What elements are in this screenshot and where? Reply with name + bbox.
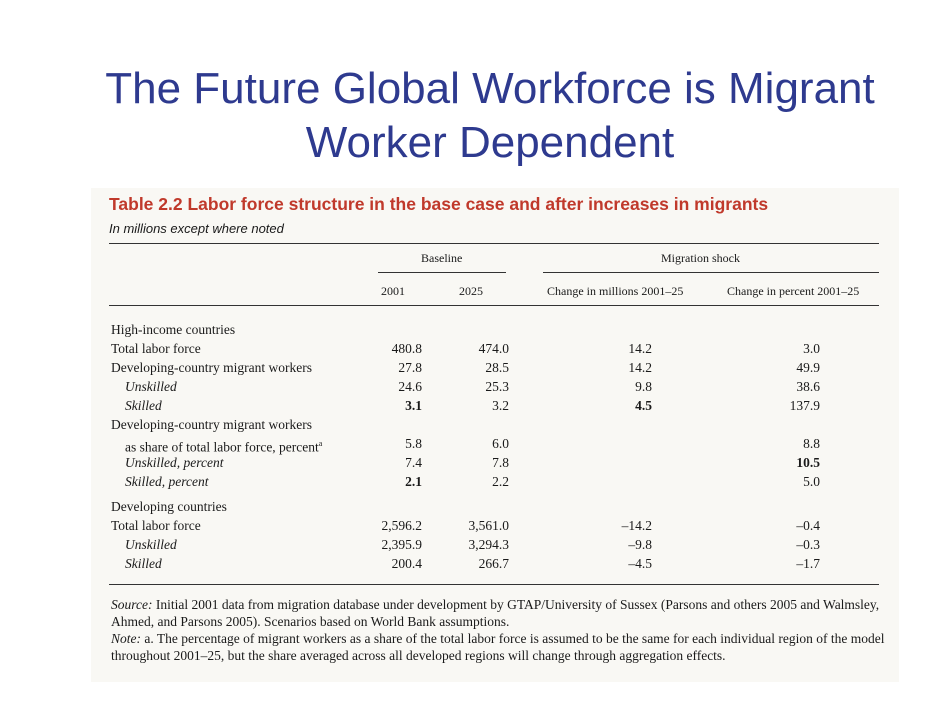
cell-change-millions: –4.5 — [628, 556, 652, 571]
table-row — [111, 358, 899, 377]
row-label: Unskilled — [125, 537, 177, 552]
cell-change-percent: 10.5 — [796, 455, 820, 470]
source-text: Initial 2001 data from migration database under development by GTAP/University of Sussex (Parsons and others 2005 and Walmsley, Ahmed, and Parsons 2005). Scenarios based on World Bank assumptions. — [111, 597, 880, 629]
slide-title — [90, 62, 890, 170]
cell-change-percent: 3.0 — [803, 341, 820, 356]
row-label: Total labor force — [111, 518, 201, 533]
cell-change-millions: 14.2 — [628, 360, 652, 375]
table-row — [111, 396, 899, 415]
row-label: Developing-country migrant workers — [111, 360, 312, 375]
row-label: Developing-country migrant workers — [111, 417, 312, 432]
column-header-2025: 2025 — [459, 284, 483, 298]
cell-2025: 25.3 — [485, 379, 509, 394]
row-label: Skilled — [125, 556, 162, 571]
table-row — [111, 339, 899, 358]
table-row — [111, 497, 899, 516]
baseline-rule — [378, 272, 506, 273]
row-label: Unskilled, percent — [125, 455, 224, 470]
cell-change-millions: 9.8 — [635, 379, 652, 394]
table-row — [111, 554, 899, 573]
note-text: a. The percentage of migrant workers as a share of the total labor force is assumed to be the same for each individual region of the model throughout 2001–25, but the share averaged across all developed regions will change through aggregation effects. — [111, 631, 885, 663]
cell-2025: 474.0 — [478, 341, 509, 356]
cell-change-millions: –9.8 — [628, 537, 652, 552]
table-row — [111, 453, 899, 472]
shock-rule — [543, 272, 879, 273]
table-notes — [111, 596, 891, 664]
table-subtitle: In millions except where noted — [109, 221, 284, 236]
cell-2001: 3.1 — [405, 398, 422, 413]
table-row — [111, 434, 899, 453]
row-label: Skilled, percent — [125, 474, 209, 489]
cell-change-percent: –1.7 — [796, 556, 820, 571]
cell-change-percent: –0.4 — [796, 518, 820, 533]
table-top-rule — [109, 243, 879, 244]
table-image — [91, 188, 899, 682]
cell-2001: 2.1 — [405, 474, 422, 489]
row-label: High-income countries — [111, 322, 236, 337]
cell-2025: 6.0 — [492, 436, 509, 451]
cell-2001: 2,395.9 — [381, 537, 422, 552]
cell-2001: 200.4 — [391, 556, 422, 571]
table-row — [111, 320, 899, 339]
table-row — [111, 377, 899, 396]
table-row — [111, 535, 899, 554]
cell-2025: 3,294.3 — [468, 537, 509, 552]
cell-change-millions: –14.2 — [621, 518, 652, 533]
header-bottom-rule — [109, 305, 879, 306]
footnote — [111, 630, 891, 664]
row-label: Skilled — [125, 398, 162, 413]
row-label: Unskilled — [125, 379, 177, 394]
table-bottom-rule — [109, 584, 879, 585]
footnote-marker: a — [318, 439, 323, 448]
cell-2001: 7.4 — [405, 455, 422, 470]
cell-change-percent: 49.9 — [796, 360, 820, 375]
cell-change-percent: 38.6 — [796, 379, 820, 394]
cell-change-millions: 4.5 — [635, 398, 652, 413]
cell-2001: 5.8 — [405, 436, 422, 451]
row-label: Total labor force — [111, 341, 201, 356]
header-migration-shock: Migration shock — [661, 251, 740, 265]
cell-2001: 24.6 — [398, 379, 422, 394]
table-row — [111, 415, 899, 434]
column-header-change-millions: Change in millions 2001–25 — [547, 284, 684, 298]
cell-2001: 27.8 — [398, 360, 422, 375]
cell-change-percent: 137.9 — [789, 398, 820, 413]
cell-change-percent: 8.8 — [803, 436, 820, 451]
source-note — [111, 596, 891, 630]
row-label-text: as share of total labor force, percent — [125, 439, 319, 455]
cell-2025: 266.7 — [478, 556, 509, 571]
cell-2025: 2.2 — [492, 474, 509, 489]
column-header-2001: 2001 — [381, 284, 405, 298]
cell-2025: 7.8 — [492, 455, 509, 470]
table-row — [111, 516, 899, 535]
cell-2025: 3,561.0 — [468, 518, 509, 533]
cell-change-percent: 5.0 — [803, 474, 820, 489]
table-title: Table 2.2 Labor force structure in the base case and after increases in migrants — [109, 194, 769, 214]
column-header-change-percent: Change in percent 2001–25 — [727, 284, 860, 298]
cell-change-percent: –0.3 — [796, 537, 820, 552]
cell-2001: 2,596.2 — [381, 518, 422, 533]
cell-2025: 28.5 — [485, 360, 509, 375]
header-baseline: Baseline — [421, 251, 463, 265]
cell-2001: 480.8 — [391, 341, 422, 356]
note-label: Note: — [111, 631, 141, 646]
slide-title-line-2: Worker Dependent — [305, 118, 675, 167]
slide-title-line-1: The Future Global Workforce is Migrant — [105, 64, 875, 113]
source-label: Source: — [111, 597, 153, 612]
cell-2025: 3.2 — [492, 398, 509, 413]
cell-change-millions: 14.2 — [628, 341, 652, 356]
table-row — [111, 472, 899, 491]
row-label: Developing countries — [111, 499, 227, 514]
